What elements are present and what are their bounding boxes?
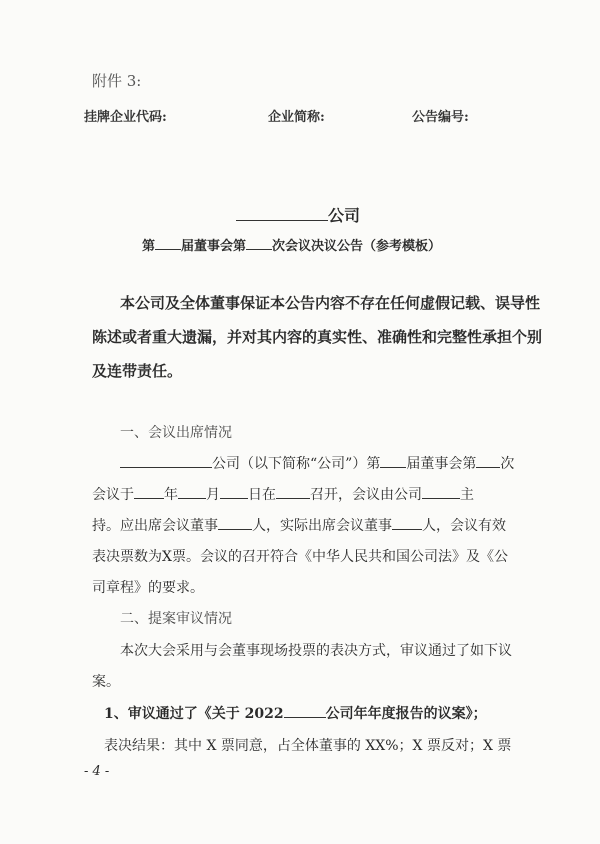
company-suffix: 公司 [328, 206, 361, 225]
vote-result: 表决结果：其中 X 票同意，占全体董事的 XX%；X 票反对；X 票 [104, 738, 512, 754]
session-blank [155, 235, 181, 250]
section1-line-3: 持。应出席会议董事 人，实际出席会议董事 人，会议有效 [92, 515, 506, 535]
intro-line-1: 本公司及全体董事保证本公告内容不存在任何虚假记载、误导性 [120, 294, 541, 312]
section1-line-4: 表决票数为X票。会议的召开符合《中华人民共和国公司法》及《公 [92, 549, 508, 565]
section2-line-2: 案。 [92, 674, 120, 690]
section1-line-5: 司章程》的要求。 [92, 580, 204, 596]
document-title [142, 235, 441, 254]
motion-1: 1、审议通过了《关于 2022 公司年年度报告的议案》； [104, 703, 487, 723]
page-number: - 4 - [84, 764, 110, 779]
section2-line-1: 本次大会采用与会董事现场投票的表决方式，审议通过了如下议 [120, 643, 512, 659]
announcement-number-label: 公告编号: [412, 110, 469, 125]
title-part-c: 次会议决议公告（参考模板） [272, 239, 442, 254]
section1-line-2: 会议于 年 月 日在 召开，会议由公司 主 [92, 484, 474, 504]
section1-heading: 一、会议出席情况 [120, 425, 232, 441]
company-title [236, 203, 360, 226]
title-part-b: 届董事会第 [181, 239, 247, 254]
attachment-label: 附件 3: [92, 72, 142, 90]
section2-heading: 二、提案审议情况 [120, 611, 232, 627]
company-abbr-label: 企业简称: [268, 110, 325, 125]
title-part-a: 第 [142, 239, 156, 254]
section1-line-1: 公司（以下简称“公司”）第 届董事会第 次 [120, 453, 514, 473]
company-name-blank-2 [120, 453, 212, 468]
intro-line-3: 及连带责任。 [92, 362, 183, 380]
listing-code-label: 挂牌企业代码: [84, 110, 167, 125]
meeting-number-blank [246, 235, 272, 250]
company-name-blank [236, 206, 328, 221]
intro-line-2: 陈述或者重大遗漏，并对其内容的真实性、准确性和完整性承担个别 [92, 328, 543, 346]
